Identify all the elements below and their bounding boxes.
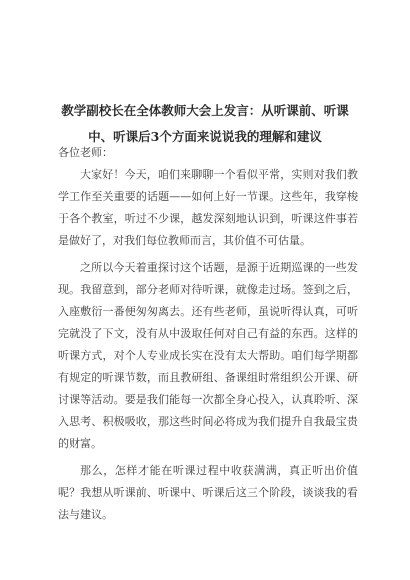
paragraph-1-line: 于各个教室，听过不少课，越发深刻地认识到，听课这件事若 (58, 212, 358, 225)
paragraph-2-line: 入座敷衍一番便匆匆离去。还有些老师，虽说听得认真，可听 (58, 305, 358, 318)
paragraph-1-line: 是做好了，对我们每位教师而言，其价值不可估量。 (58, 234, 311, 247)
title-line-1: 教学副校长在全体教师大会上发言：从听课前、听课 (61, 103, 349, 118)
title-line-2: 中、听课后3个方面来说说我的理解和建议 (88, 129, 322, 144)
paragraph-1-line: 学工作至关重要的话题——如何上好一节课。这些年，我穿梭 (58, 190, 358, 203)
greeting: 各位老师： (58, 146, 113, 159)
paragraph-2-line: 入思考、积极吸收，那这些时间必将成为我们提升自我最宝贵 (58, 415, 358, 428)
paragraph-2-line: 的财富。 (58, 437, 102, 450)
paragraph-3-line: 呢？我想从听课前、听课中、听课后这三个阶段，谈谈我的看 (58, 486, 358, 499)
paragraph-1-line: 大家好！今天，咱们来聊聊一个看似平常，实则对我们教 (80, 168, 358, 181)
paragraph-3-line: 那么，怎样才能在听课过程中收获满满，真正听出价值 (80, 464, 358, 477)
paragraph-3-line: 法与建议。 (58, 508, 113, 521)
paragraph-2-line: 现。我留意到，部分老师对待听课，就像走过场。签到之后， (58, 283, 358, 296)
paragraph-2-line: 听课方式，对个人专业成长实在没有太大帮助。咱们每学期都 (58, 349, 358, 362)
paragraph-2-line: 有规定的听课节数，而且教研组、备课组时常组织公开课、研 (58, 371, 358, 384)
paragraph-2-line: 完就没了下文，没有从中汲取任何对自己有益的东西。这样的 (58, 327, 358, 340)
paragraph-2-line: 讨课等活动。要是我们能每一次都全身心投入，认真聆听、深 (58, 393, 358, 406)
paragraph-2-line: 之所以今天着重探讨这个话题，是源于近期巡课的一些发 (80, 261, 358, 274)
